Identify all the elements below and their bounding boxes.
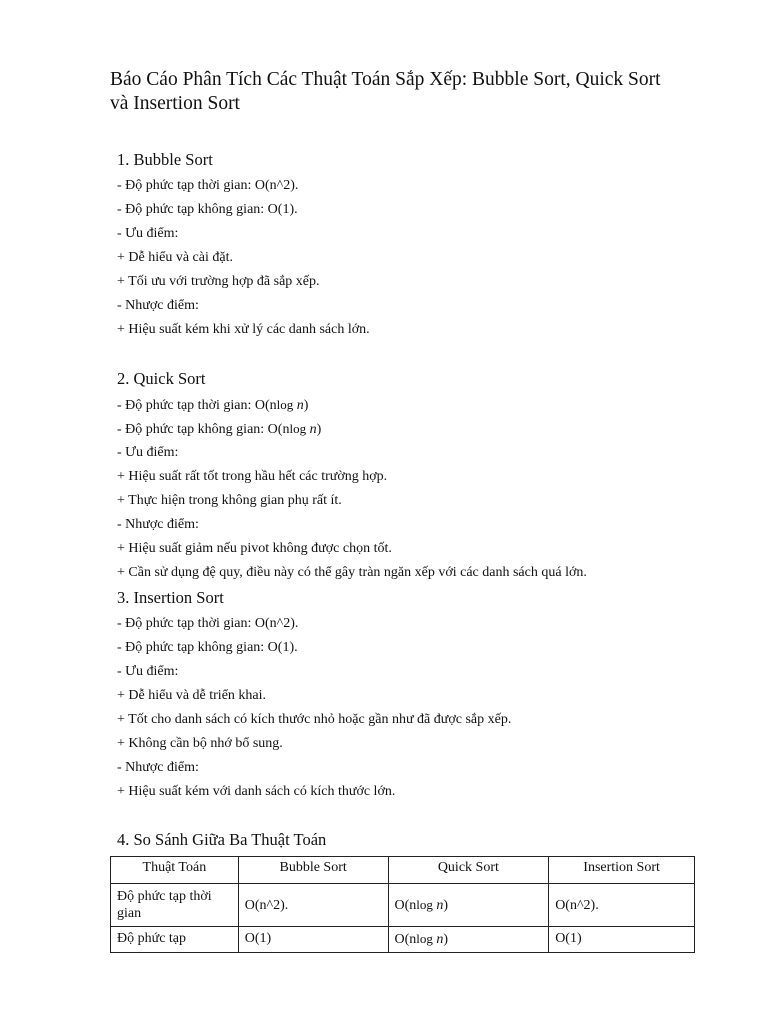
insertion-line: + Hiệu suất kém với danh sách có kích thước lớn. bbox=[117, 784, 396, 799]
document-title: Báo Cáo Phân Tích Các Thuật Toán Sắp Xếp: Bubble Sort, Quick Sort và Insertion Sort bbox=[110, 69, 661, 114]
quick-space-complexity-line: - Độ phức tạp không gian: O(nlog n) bbox=[117, 421, 322, 437]
insertion-line: + Dễ hiểu và dễ triển khai. bbox=[117, 688, 267, 703]
section-heading-quick-sort: 2. Quick Sort bbox=[117, 369, 206, 388]
table-row bbox=[111, 927, 695, 953]
quick-line: - Ưu điểm: bbox=[117, 445, 179, 460]
table-cell: O(nlog n) bbox=[388, 884, 549, 927]
insertion-line: - Ưu điểm: bbox=[117, 664, 179, 679]
quick-line: + Thực hiện trong không gian phụ rất ít. bbox=[117, 493, 342, 508]
table-cell: O(n^2). bbox=[238, 884, 388, 927]
insertion-line: - Nhược điểm: bbox=[117, 760, 199, 775]
table-row-label: Độ phức tạp thời gian bbox=[111, 884, 239, 927]
insertion-line: + Không cần bộ nhớ bổ sung. bbox=[117, 736, 283, 751]
bubble-line: - Độ phức tạp không gian: O(1). bbox=[117, 202, 298, 217]
bubble-line: - Độ phức tạp thời gian: O(n^2). bbox=[117, 178, 299, 193]
table-row bbox=[111, 884, 695, 927]
table-header-cell: Bubble Sort bbox=[238, 857, 388, 884]
table-cell: O(1) bbox=[549, 927, 695, 953]
quick-line: - Nhược điểm: bbox=[117, 517, 199, 532]
quick-time-complexity-line: - Độ phức tạp thời gian: O(nlog n) bbox=[117, 397, 309, 413]
table-cell: O(1) bbox=[238, 927, 388, 953]
comparison-table bbox=[110, 856, 695, 953]
bubble-line: + Tối ưu với trường hợp đã sắp xếp. bbox=[117, 274, 320, 289]
bubble-line: - Nhược điểm: bbox=[117, 298, 199, 313]
section-heading-bubble-sort: 1. Bubble Sort bbox=[117, 150, 213, 169]
quick-line: + Hiệu suất rất tốt trong hầu hết các trường hợp. bbox=[117, 469, 388, 484]
quick-line: + Cần sử dụng đệ quy, điều này có thể gây tràn ngăn xếp với các danh sách quá lớn. bbox=[117, 565, 587, 580]
bubble-line: - Ưu điểm: bbox=[117, 226, 179, 241]
section-heading-comparison: 4. So Sánh Giữa Ba Thuật Toán bbox=[117, 830, 327, 849]
table-header-cell: Insertion Sort bbox=[549, 857, 695, 884]
bubble-line: + Hiệu suất kém khi xử lý các danh sách lớn. bbox=[117, 322, 370, 337]
bubble-line: + Dễ hiểu và cài đặt. bbox=[117, 250, 233, 265]
quick-line: + Hiệu suất giảm nếu pivot không được chọn tốt. bbox=[117, 541, 392, 556]
table-cell: O(nlog n) bbox=[388, 927, 549, 953]
section-heading-insertion-sort: 3. Insertion Sort bbox=[117, 588, 224, 607]
table-cell: O(n^2). bbox=[549, 884, 695, 927]
insertion-line: - Độ phức tạp không gian: O(1). bbox=[117, 640, 298, 655]
table-header-row bbox=[111, 857, 695, 884]
table-row-label: Độ phức tạp bbox=[111, 927, 239, 953]
insertion-line: + Tốt cho danh sách có kích thước nhỏ hoặc gần như đã được sắp xếp. bbox=[117, 712, 512, 727]
insertion-line: - Độ phức tạp thời gian: O(n^2). bbox=[117, 616, 299, 631]
table-header-cell: Quick Sort bbox=[388, 857, 549, 884]
table-header-cell: Thuật Toán bbox=[111, 857, 239, 884]
